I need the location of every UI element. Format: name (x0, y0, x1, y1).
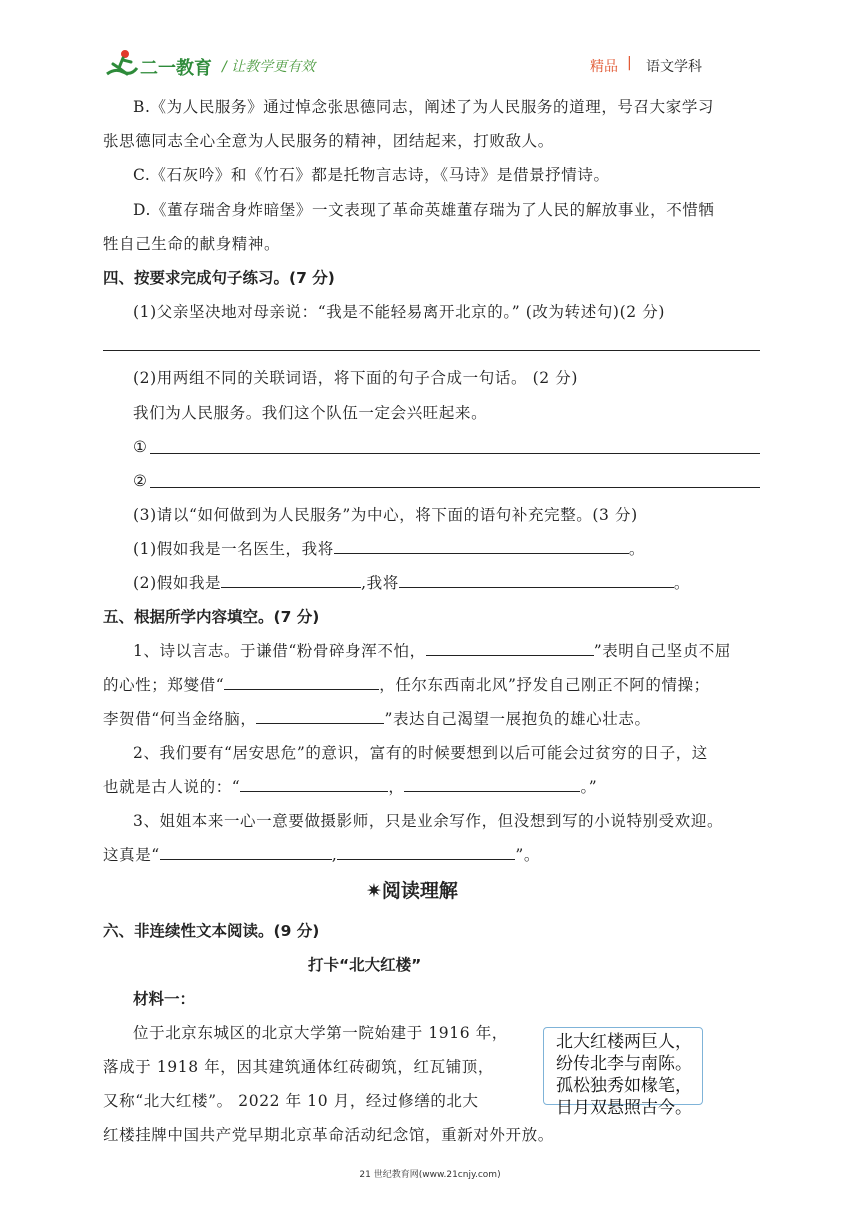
material-para-line1: 位于北京东城区的北京大学第一院始建于 1916 年， (133, 1024, 508, 1042)
material-para-line4: 红楼挂牌中国共产党早期北京革命活动纪念馆，重新对外开放。 (103, 1126, 554, 1144)
section5-line1a (133, 640, 731, 662)
material-para-line2: 落成于 1918 年，因其建筑通体红砖砌筑，红瓦铺顶， (103, 1058, 495, 1076)
l2b-mid: ， (388, 778, 405, 796)
option-b-line2: 张思德同志全心全意为人民服务的精神，团结起来，打败敌人。 (103, 132, 554, 150)
blank-q3b-2[interactable] (399, 572, 674, 588)
answer-line-q1[interactable] (103, 350, 760, 351)
l3b-mid: , (331, 846, 338, 864)
blank-l1b[interactable] (224, 674, 379, 690)
material-label: 材料一： (133, 990, 196, 1008)
poem-box (543, 1027, 703, 1118)
section4-q1: (1)父亲坚决地对母亲说：“我是不能轻易离开北京的。” (改为转述句)(2 分) (133, 303, 665, 321)
l1c-prefix: 李贺借“何当金络脑， (103, 710, 257, 728)
poem-line: 纷传北李与南陈。 (556, 1054, 692, 1074)
q3b-suffix: 。 (673, 574, 690, 592)
section5-line2a: 2、我们要有“居安思危”的意识，富有的时候要想到以后可能会过贫穷的日子，这 (133, 744, 708, 762)
blank-l2b-1[interactable] (240, 776, 388, 792)
blank-l3b-1[interactable] (160, 844, 332, 860)
l2b-suffix: 。” (580, 778, 598, 796)
poem-line: 日月双悬照古今。 (556, 1098, 692, 1118)
answer-line-q2-1[interactable] (150, 453, 760, 454)
blank-l1c[interactable] (256, 708, 384, 724)
answer-line-q2-2[interactable] (150, 487, 760, 488)
section5-title: 五、根据所学内容填空。(7 分) (103, 608, 320, 626)
article-title: 打卡“北大红楼” (308, 956, 422, 974)
blank-q3b-1[interactable] (221, 572, 361, 588)
q3b-prefix: (2)假如我是 (133, 574, 222, 592)
slogan: / 让教学更有效 (222, 59, 316, 75)
section4-q2-sentence: 我们为人民服务。我们这个队伍一定会兴旺起来。 (133, 404, 488, 422)
header-tag-jingpin: 精品 (590, 59, 618, 75)
poem-line: 北大红楼两巨人， (556, 1032, 692, 1052)
blank-l3b-2[interactable] (337, 844, 515, 860)
blank-l1a[interactable] (426, 640, 594, 656)
circle-1-label: ① (133, 438, 148, 456)
l3b-suffix: ”。 (515, 846, 540, 864)
material-para-line3: 又称“北大红楼”。 2022 年 10 月，经过修缮的北大 (103, 1092, 479, 1110)
l1c-suffix: ”表达自己渴望一展抱负的雄心壮志。 (384, 710, 651, 728)
l3b-prefix: 这真是“ (103, 846, 160, 864)
blank-l2b-2[interactable] (404, 776, 580, 792)
section4-q3a (133, 538, 645, 560)
logo-text: 二一教育 (140, 58, 212, 79)
option-d-line2: 牲自己生命的献身精神。 (103, 235, 281, 253)
section4-q3b (133, 572, 690, 594)
section5-line2b (103, 776, 597, 798)
option-c: C.《石灰吟》和《竹石》都是托物言志诗，《马诗》是借景抒情诗。 (133, 166, 610, 184)
header-tag-separator: | (627, 55, 632, 71)
footer-text: 21 世纪教育网(www.21cnjy.com) (359, 1170, 501, 1180)
poem-line: 孤松独秀如椽笔， (556, 1076, 692, 1096)
q3a-suffix: 。 (628, 540, 645, 558)
l2b-prefix: 也就是古人说的：“ (103, 778, 241, 796)
circle-2-label: ② (133, 472, 148, 490)
header-tag-subject: 语文学科 (646, 59, 702, 75)
q3a-prefix: (1)假如我是一名医生，我将 (133, 540, 334, 558)
section4-title: 四、按要求完成句子练习。(7 分) (103, 269, 335, 287)
section4-q3: (3)请以“如何做到为人民服务”为中心，将下面的语句补充完整。(3 分) (133, 506, 638, 524)
l1a-suffix: ”表明自己坚贞不屈 (593, 642, 732, 660)
option-d-line1: D.《董存瑞舍身炸暗堡》一文表现了革命英雄董存瑞为了人民的解放事业，不惜牺 (133, 201, 715, 219)
section6-title: 六、非连续性文本阅读。(9 分) (103, 922, 320, 940)
section4-q2: (2)用两组不同的关联词语，将下面的句子合成一句话。 (2 分) (133, 369, 578, 387)
section5-line3a: 3、姐姐本来一心一意要做摄影师，只是业余写作，但没想到写的小说特别受欢迎。 (133, 812, 724, 830)
runner-logo-icon (103, 48, 139, 80)
section5-line1b (103, 674, 710, 696)
l1b-prefix: 的心性；郑燮借“ (103, 676, 225, 694)
section5-line1c (103, 708, 651, 730)
section5-line3b (103, 844, 540, 866)
q3b-mid: ,我将 (361, 574, 399, 592)
option-b-line1: B.《为人民服务》通过悼念张思德同志，阐述了为人民服务的道理，号召大家学习 (133, 98, 715, 116)
l1b-suffix: ，任尔东西南北风”抒发自己刚正不阿的情操； (379, 676, 710, 694)
reading-banner: ✷阅读理解 (366, 880, 458, 902)
l1a-prefix: 1、诗以言志。于谦借“粉骨碎身浑不怕， (133, 642, 426, 660)
blank-q3a[interactable] (334, 538, 629, 554)
